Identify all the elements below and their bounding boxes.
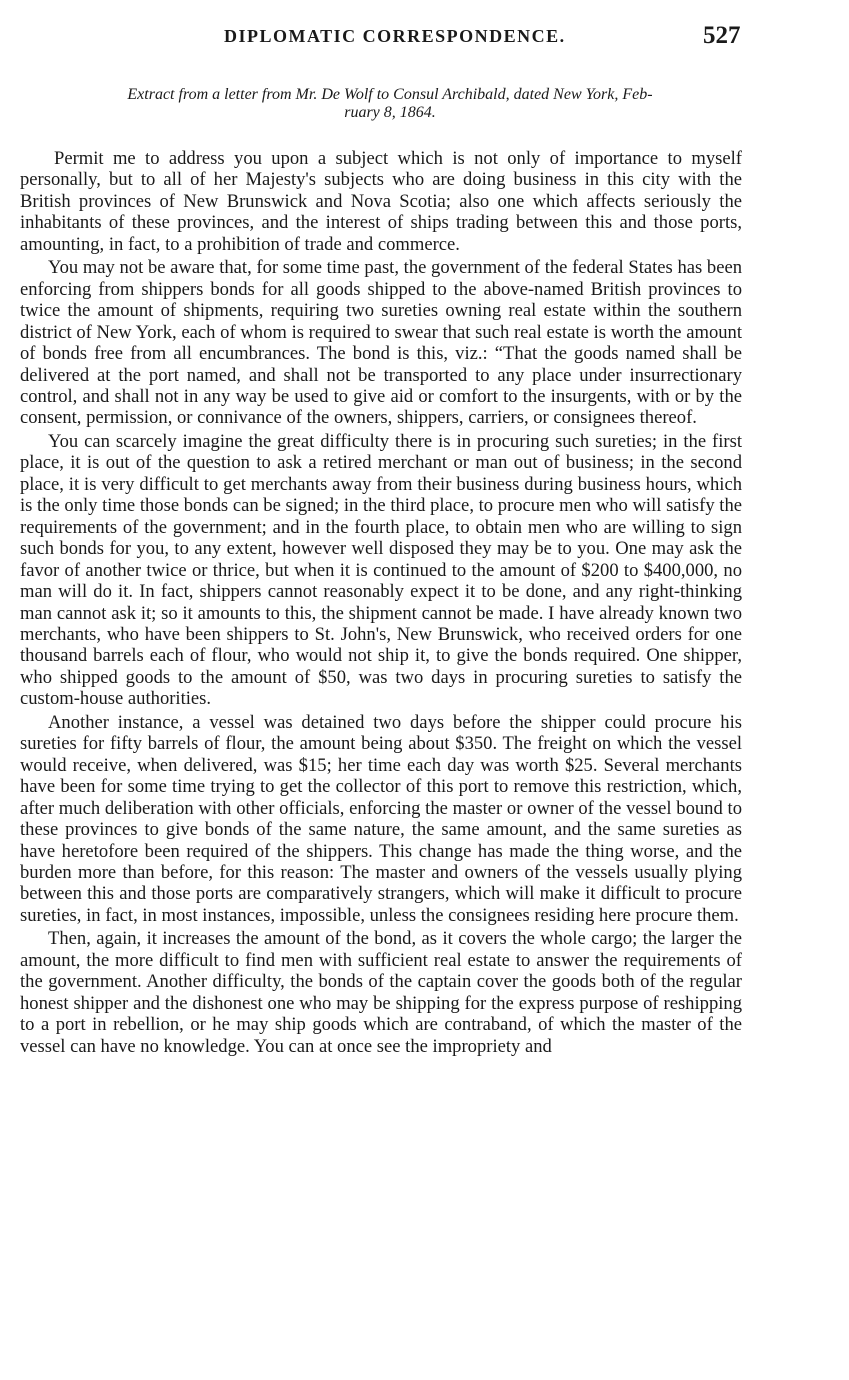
paragraph: You can scarcely imagine the great difficulty there is in procuring such sureties; in the first place, it is out of the question to ask a retired merchant or man out of business; in the second place, it is very difficult to get merchants away from their business during business hours, which is the only time those bonds can be signed; in the third place, to procure men who will satisfy the requirements of the government; and in the fourth place, to obtain men who are willing to sign such bonds for you, to any extent, however well disposed they may be to you. One may ask the favor of another twice or thrice, but when it is continued to the amount of $200 to $400,000, no man will do it. In fact, shippers cannot reasonably expect it to be done, and any right-thinking man cannot ask it; so it amounts to this, the shipment cannot be made. I have already known two merchants, who have been shippers to St. John's, New Brunswick, who received orders for one thousand barrels each of flour, who would not ship it, to give the bonds required. One shipper, who shipped goods to the amount of $50, was two days in procuring sureties to satisfy the custom-house authorities. [20, 430, 742, 710]
running-head: DIPLOMATIC CORRESPONDENCE. [224, 26, 566, 46]
letter-caption [34, 86, 746, 122]
paragraph: Permit me to address you upon a subject which is not only of importance to myself personally, but to all of her Majesty's subjects who are doing business in this city with the British provinces of New Brunswick and Nova Scotia; also one which affects seriously the inhabitants of these provinces, and the interest of ships trading between this and those ports, amounting, in fact, to a prohibition of trade and commerce. [20, 148, 742, 255]
paragraph: Another instance, a vessel was detained two days before the shipper could procure his sureties for fifty barrels of flour, the amount being about $350. The freight on which the vessel would receive, when delivered, was $15; her time each day was worth $25. Several merchants have been for some time trying to get the collector of this port to remove this restriction, which, after much deliberation with other officials, enforcing the master or owner of the vessel bound to these provinces to give bonds of the same nature, the same amount, and the same sureties as have heretofore been required of the shippers. This change has made the thing worse, and the burden more than before, for this reason: The master and owners of the vessels usually plying between this and those ports are comparatively strangers, which will make it difficult to procure sureties, in fact, in most instances, impossible, unless the consignees residing here procure them. [20, 711, 742, 926]
page-number: 527 [703, 22, 741, 49]
paragraph: You may not be aware that, for some time past, the government of the federal States has been enforcing from shippers bonds for all goods shipped to the above-named British provinces to twice the amount of shipments, requiring two sureties owning real estate within the southern district of New York, each of whom is required to swear that such real estate is worth the amount of bonds free from all encumbrances. The bond is this, viz.: “That the goods named shall be delivered at the port named, and shall not be transported to any place under insurrectionary control, and shall not in any way be used to give aid or comfort to the insurgents, with or by the consent, permission, or connivance of the owners, shippers, carriers, or consignees thereof. [20, 257, 742, 429]
caption-line-2: ruary 8, 1864. [344, 104, 436, 121]
caption-line-1: Extract from a letter from Mr. De Wolf to Consul Archibald, dated New York, Feb- [127, 86, 653, 103]
paragraph: Then, again, it increases the amount of the bond, as it covers the whole cargo; the larger the amount, the more difficult to find men with sufficient real estate to answer the requirements of the government. Another difficulty, the bonds of the captain cover the goods both of the regular honest shipper and the dishonest one who may be shipping for the express purpose of reshipping to a port in rebellion, or he may ship goods which are contraband, of which the master of the vessel can have no knowledge. You can at once see the impropriety and [20, 928, 742, 1057]
letter-body [20, 148, 742, 1057]
